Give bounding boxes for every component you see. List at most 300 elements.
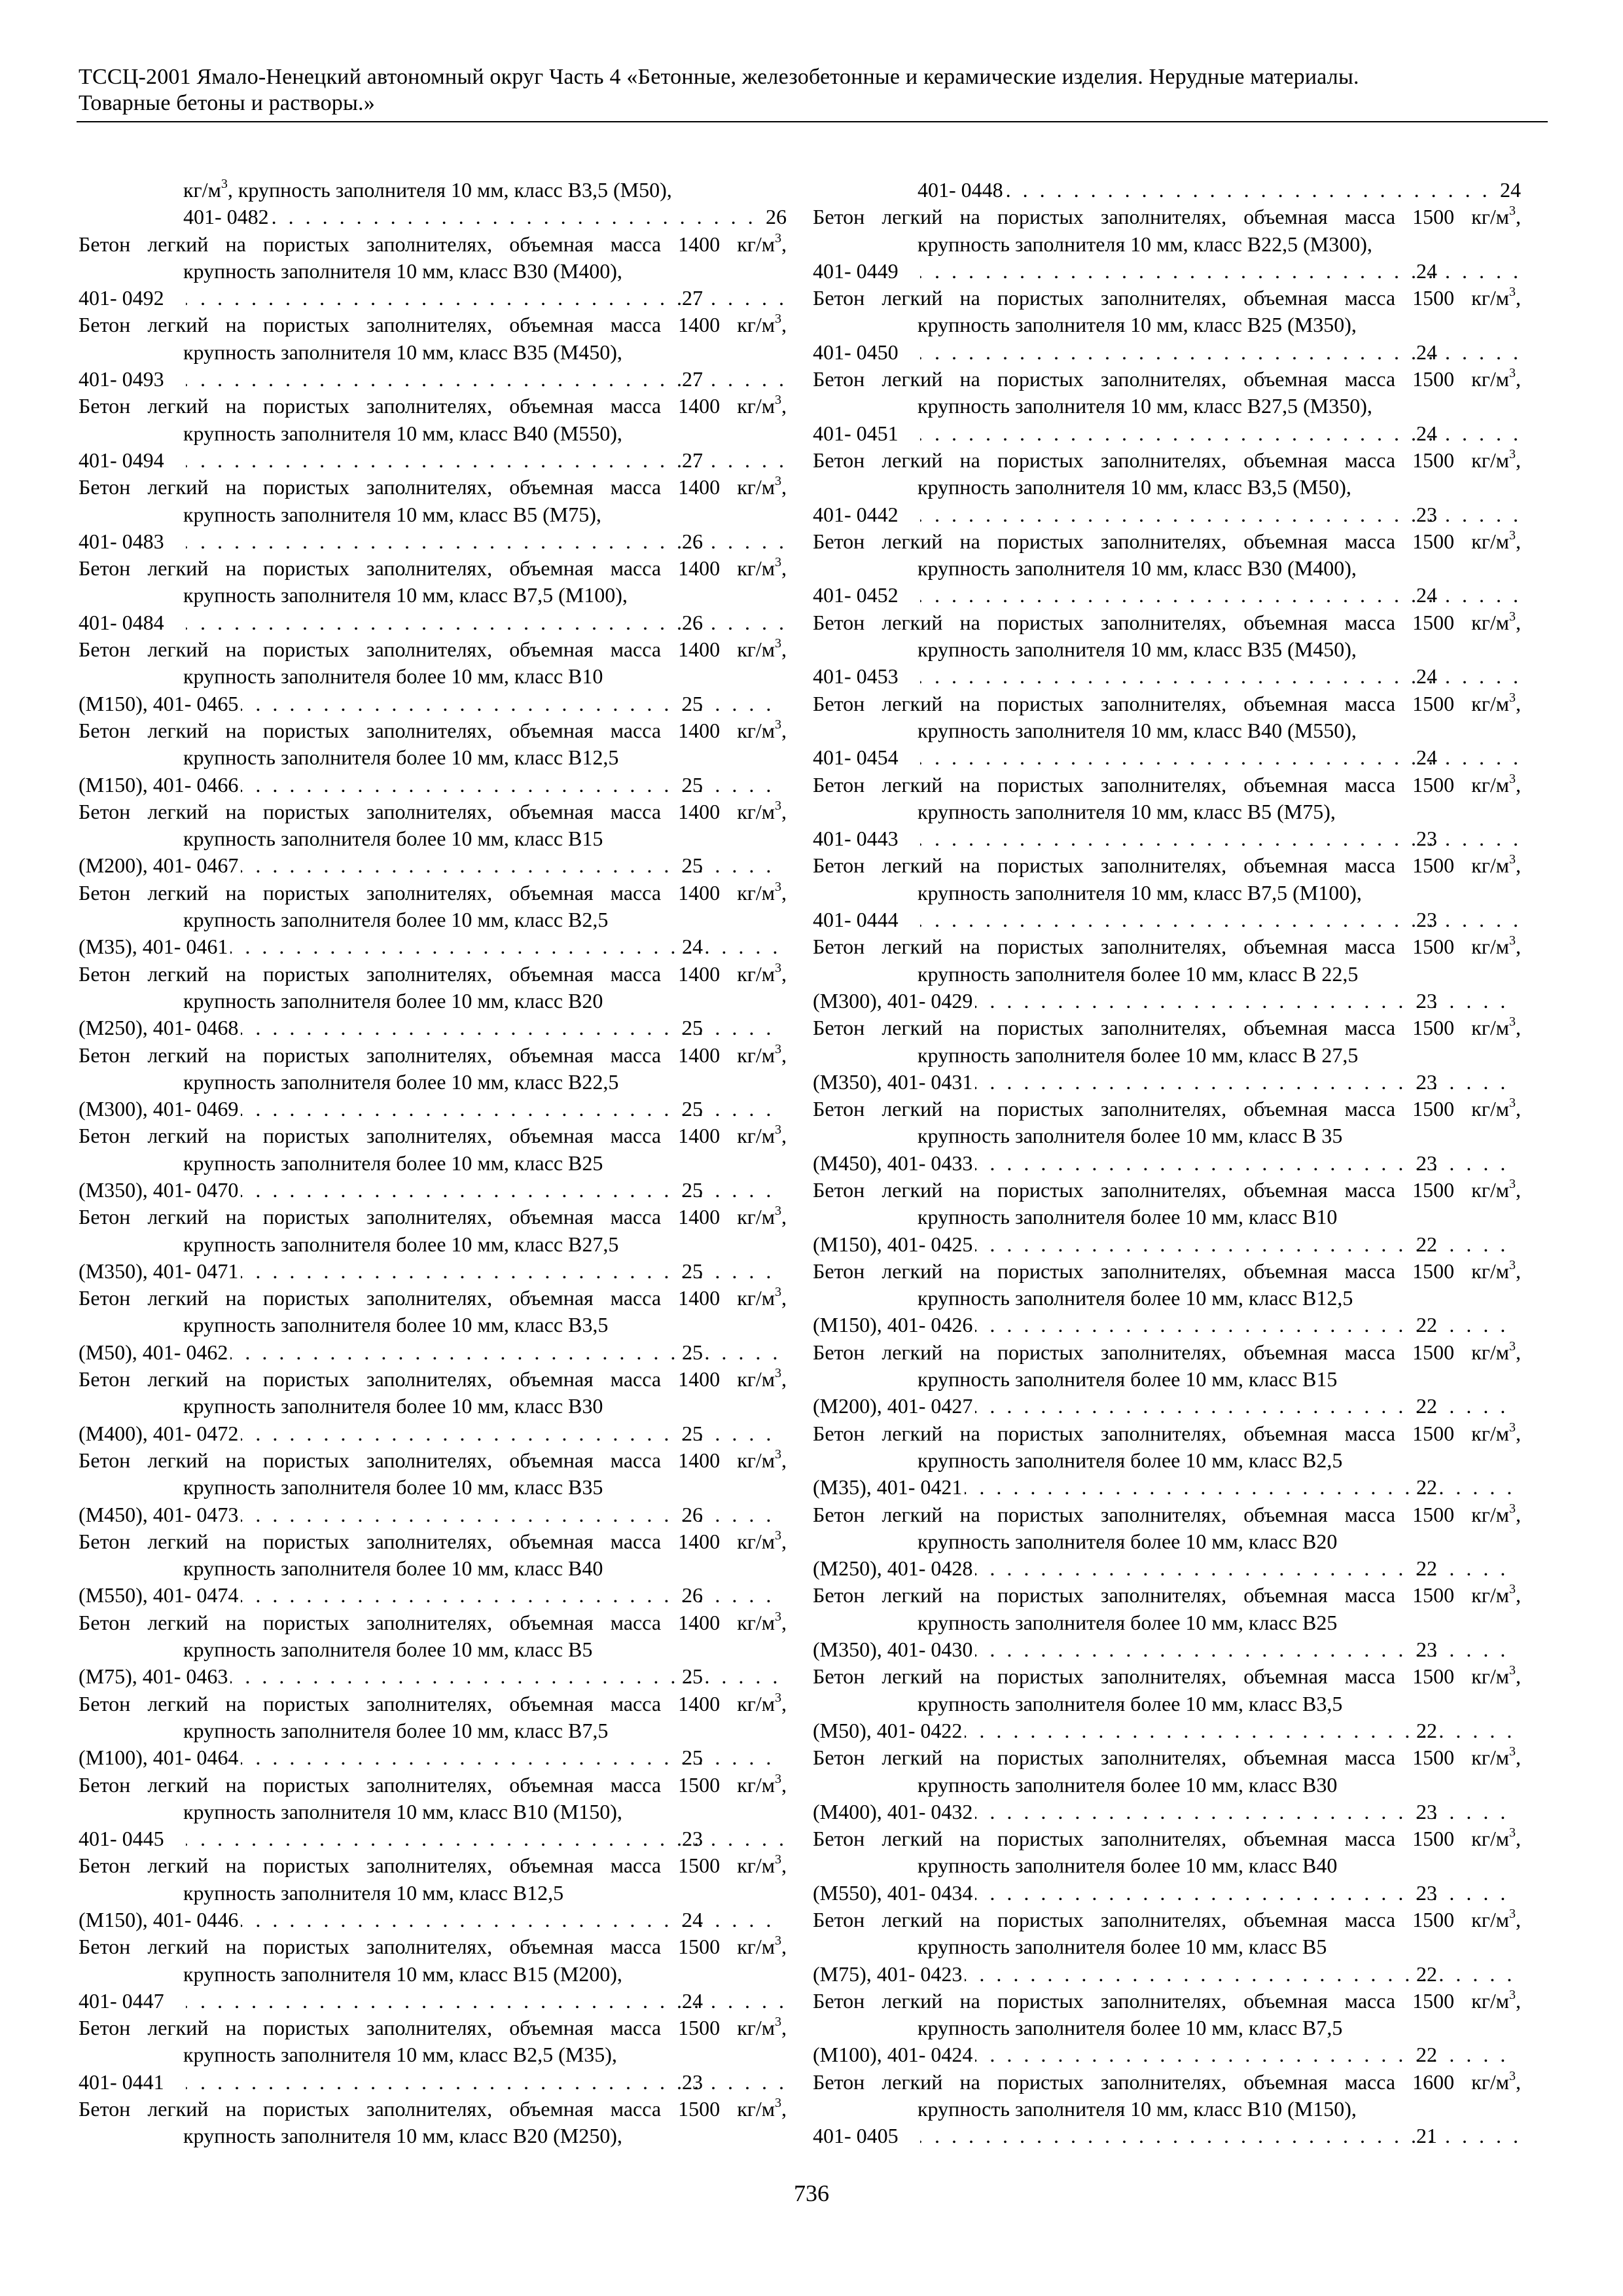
entry-reference: (М150), 401- 0466 . . . 25 [183, 772, 787, 798]
entry-heading: Бетон легкий на пористых заполнителях, объемная масса 1400 [79, 1691, 721, 1715]
entry-reference: 401- 0493 . . . 27 [183, 366, 787, 393]
index-entry [813, 852, 1521, 933]
index-entry [79, 1852, 787, 1933]
entry-spec: , крупность заполнителя 10 мм, класс В10 (М150), [918, 2070, 1522, 2121]
unit-superscript: 3 [775, 1366, 782, 1381]
resource-code: (М350), 401- 0431 [813, 1069, 973, 1094]
unit-label: кг/м [1471, 205, 1510, 229]
unit-label: кг/м [737, 1367, 776, 1391]
entry-spec: , крупность заполнителя 10 мм, класс В3,5 (М50), [918, 448, 1522, 499]
entry-reference: (М50), 401- 0422 . . . 22 [918, 1717, 1521, 1744]
unit-label: кг/м [737, 2097, 776, 2121]
index-entry [813, 1663, 1521, 1744]
resource-code: (М450), 401- 0433 [813, 1151, 973, 1175]
unit-superscript: 3 [1509, 1663, 1516, 1678]
entry-heading: Бетон легкий на пористых заполнителях, объемная масса 1500 [813, 205, 1455, 229]
entry-heading: Бетон легкий на пористых заполнителях, объемная масса 1400 [79, 1448, 721, 1472]
entry-spec: , крупность заполнителя более 10 мм, класс В 27,5 [918, 1016, 1522, 1067]
index-entry [813, 1339, 1521, 1420]
unit-superscript: 3 [1509, 771, 1516, 786]
index-entry [813, 1501, 1521, 1583]
entry-heading: Бетон легкий на пористых заполнителях, объемная масса 1500 [813, 772, 1455, 797]
unit-label: кг/м [737, 2016, 776, 2040]
unit-superscript: 3 [775, 1285, 782, 1300]
unit-label: кг/м [737, 1854, 776, 1878]
entry-reference: (М75), 401- 0463 . . . 25 [183, 1663, 787, 1690]
entry-heading: Бетон легкий на пористых заполнителях, объемная масса 1500 [813, 1016, 1455, 1040]
entry-heading: Бетон легкий на пористых заполнителях, объемная масса 1500 [79, 1772, 721, 1797]
unit-label: кг/м [737, 1205, 776, 1229]
unit-superscript: 3 [775, 2096, 782, 2111]
index-entry [79, 177, 787, 231]
entry-reference: (М100), 401- 0424 . . . 22 [918, 2041, 1521, 2068]
entry-reference: 401- 0492 . . . 27 [183, 285, 787, 312]
entry-reference: (М300), 401- 0469 . . . 25 [183, 1096, 787, 1122]
unit-superscript: 3 [1509, 690, 1516, 705]
unit-label: кг/м [1471, 1746, 1510, 1770]
unit-superscript: 3 [1509, 1825, 1516, 1840]
entry-reference: (М550), 401- 0434 . . . 23 [918, 1880, 1521, 1907]
entry-reference: (М350), 401- 0471 . . . 25 [183, 1258, 787, 1285]
index-entry [79, 2015, 787, 2096]
resource-code: (М450), 401- 0473 [79, 1502, 239, 1526]
entry-reference: 401- 0451 . . . 24 [918, 420, 1521, 447]
unit-superscript: 3 [775, 393, 782, 408]
entry-spec: , крупность заполнителя более 10 мм, класс В7,5 [183, 1691, 787, 1742]
entry-reference: 401- 0452 . . . 24 [918, 582, 1521, 609]
entry-reference: (М150), 401- 0446 . . . 24 [183, 1907, 787, 1933]
unit-label: кг/м [737, 637, 776, 662]
index-entry [813, 1907, 1521, 1988]
entry-spec: , крупность заполнителя более 10 мм, класс В25 [918, 1583, 1522, 1634]
resource-code: 401- 0482 [183, 205, 269, 229]
entry-heading: Бетон легкий на пористых заполнителях, объемная масса 1500 [813, 1421, 1455, 1445]
resource-code: (М550), 401- 0434 [813, 1880, 973, 1905]
index-entry [79, 1933, 787, 2015]
index-entry [79, 555, 787, 636]
entry-reference: 401- 0444 . . . 23 [918, 906, 1521, 933]
unit-superscript: 3 [775, 1609, 782, 1624]
entry-heading: Бетон легкий на пористых заполнителях, объемная масса 1400 [79, 1124, 721, 1148]
unit-label: кг/м [1471, 935, 1510, 959]
entry-reference: (М75), 401- 0423 . . . 22 [918, 1961, 1521, 1988]
entry-heading: Бетон легкий на пористых заполнителях, объемная масса 1500 [813, 1340, 1455, 1364]
resource-code: (М35), 401- 0421 [813, 1475, 963, 1499]
index-entry [79, 1772, 787, 1853]
header-line-1: ТССЦ-2001 Ямало-Ненецкий автономный округ Часть 4 «Бетонные, железобетонные и керамические изделия. Нерудные материалы. [79, 65, 1359, 89]
entry-reference: 401- 0484 . . . 26 [183, 609, 787, 636]
unit-label: кг/м [737, 1124, 776, 1148]
entry-heading: Бетон легкий на пористых заполнителях, объемная масса 1500 [813, 1827, 1455, 1851]
index-entry [813, 177, 1521, 204]
index-entry [79, 474, 787, 555]
entry-spec: , крупность заполнителя более 10 мм, класс В35 [183, 1448, 787, 1499]
index-entry [813, 609, 1521, 691]
unit-label: кг/м [1471, 529, 1510, 553]
index-entry [813, 1258, 1521, 1339]
index-entry [813, 1582, 1521, 1663]
resource-code: (М35), 401- 0461 [79, 935, 228, 959]
entry-spec: , крупность заполнителя 10 мм, класс В35 (М450), [183, 313, 787, 364]
unit-superscript: 3 [1509, 446, 1516, 461]
entry-heading: Бетон легкий на пористых заполнителях, объемная масса 1500 [813, 1097, 1455, 1121]
unit-superscript: 3 [1509, 1176, 1516, 1191]
unit-superscript: 3 [775, 1933, 782, 1948]
unit-label: кг/м [1471, 1097, 1510, 1121]
unit-superscript: 3 [1509, 285, 1516, 300]
entry-reference: 401- 0445 . . . 23 [183, 1825, 787, 1852]
entry-spec: , крупность заполнителя 10 мм, класс В15 (М200), [183, 1935, 787, 1986]
index-column-left [79, 177, 787, 2150]
entry-heading: Бетон легкий на пористых заполнителях, объемная масса 1400 [79, 556, 721, 581]
entry-spec: , крупность заполнителя 10 мм, класс В25 (М350), [918, 286, 1522, 337]
resource-code: (М350), 401- 0471 [79, 1259, 239, 1283]
entry-reference: 401- 0447 . . . 24 [183, 1988, 787, 2015]
unit-superscript: 3 [775, 717, 782, 732]
entry-reference [918, 177, 1521, 204]
header-divider [77, 121, 1548, 122]
unit-superscript: 3 [1509, 852, 1516, 867]
index-entry [813, 528, 1521, 609]
entry-spec: , крупность заполнителя 10 мм, класс В40 (М550), [918, 691, 1522, 742]
entry-heading: Бетон легкий на пористых заполнителях, объемная масса 1400 [79, 313, 721, 337]
index-entry [813, 2069, 1521, 2150]
unit-label: кг/м [737, 880, 776, 905]
index-entry [813, 691, 1521, 772]
entry-reference: (М200), 401- 0427 . . . 22 [918, 1393, 1521, 1420]
unit-label: кг/м [1471, 448, 1510, 472]
resource-code: (М50), 401- 0462 [79, 1340, 228, 1364]
entry-reference: 401- 0443 . . . 23 [918, 825, 1521, 852]
resource-code: (М250), 401- 0468 [79, 1016, 239, 1040]
unit-superscript: 3 [775, 798, 782, 813]
entry-spec: , крупность заполнителя более 10 мм, класс В3,5 [183, 1286, 787, 1337]
entry-spec: , крупность заполнителя 10 мм, класс В2,5 (М35), [183, 2016, 787, 2067]
entry-reference: (М450), 401- 0433 . . . 23 [918, 1150, 1521, 1177]
resource-code: (М150), 401- 0426 [813, 1313, 973, 1337]
entry-reference: (М350), 401- 0470 . . . 25 [183, 1177, 787, 1204]
resource-code: (М350), 401- 0430 [813, 1638, 973, 1662]
entry-spec: , крупность заполнителя более 10 мм, класс В 22,5 [918, 935, 1522, 986]
index-entry [79, 1285, 787, 1366]
unit-superscript: 3 [1509, 528, 1516, 543]
resource-code: (М400), 401- 0472 [79, 1421, 239, 1445]
entry-heading: Бетон легкий на пористых заполнителях, объемная масса 1400 [79, 718, 721, 742]
unit-superscript: 3 [1509, 1014, 1516, 1030]
entry-spec: , крупность заполнителя более 10 мм, класс В25 [183, 1124, 787, 1175]
entry-spec: , крупность заполнителя 10 мм, класс В5 (М75), [183, 475, 787, 526]
unit-superscript: 3 [1509, 609, 1516, 624]
resource-code: (М150), 401- 0446 [79, 1908, 239, 1931]
unit-superscript: 3 [775, 1528, 782, 1543]
unit-superscript: 3 [1509, 366, 1516, 381]
entry-heading: Бетон легкий на пористых заполнителях, объемная масса 1500 [79, 1935, 721, 1959]
entry-reference: 401- 0453 . . . 24 [918, 663, 1521, 690]
resource-code: (М200), 401- 0427 [813, 1394, 973, 1418]
entry-reference: 401- 0483 . . . 26 [183, 528, 787, 555]
unit-label: кг/м [737, 961, 776, 986]
index-entry [813, 933, 1521, 1014]
unit-label: кг/м [737, 1610, 776, 1634]
resource-code: (М200), 401- 0467 [79, 853, 239, 878]
entry-spec: , крупность заполнителя 10 мм, класс В27,5 (М350), [918, 367, 1522, 418]
entry-reference: (М100), 401- 0464 . . . 25 [183, 1744, 787, 1771]
unit-label: кг/м [1471, 1259, 1510, 1283]
index-entry [79, 1204, 787, 1285]
unit-superscript: 3 [775, 1122, 782, 1138]
unit-label: кг/м [737, 1935, 776, 1959]
entry-spec: , крупность заполнителя 10 мм, класс В3,5 (М50), [227, 178, 672, 202]
entry-heading: Бетон легкий на пористых заполнителях, объемная масса 1500 [813, 1664, 1455, 1689]
unit-superscript: 3 [1509, 1420, 1516, 1435]
entry-heading: Бетон легкий на пористых заполнителях, объемная масса 1500 [813, 1908, 1455, 1931]
index-entry [79, 880, 787, 961]
entry-spec: , крупность заполнителя более 10 мм, класс В2,5 [918, 1421, 1522, 1472]
resource-code: (М550), 401- 0474 [79, 1583, 239, 1607]
entry-heading: Бетон легкий на пористых заполнителях, объемная масса 1500 [79, 2097, 721, 2121]
unit-label: кг/м [737, 556, 776, 581]
resource-code: (М300), 401- 0469 [79, 1097, 239, 1121]
entry-heading: Бетон легкий на пористых заполнителях, объемная масса 1400 [79, 1286, 721, 1310]
unit-label: кг/м [1471, 1421, 1510, 1445]
entry-heading: Бетон легкий на пористых заполнителях, объемная масса 1400 [79, 880, 721, 905]
unit-superscript: 3 [775, 636, 782, 651]
unit-superscript: 3 [221, 177, 228, 191]
index-entry [813, 772, 1521, 853]
unit-label: кг/м [737, 313, 776, 337]
unit-superscript: 3 [1509, 1744, 1516, 1759]
entry-spec: , крупность заполнителя 10 мм, класс В7,5 (М100), [918, 853, 1522, 905]
resource-code: (М150), 401- 0466 [79, 772, 239, 797]
entry-reference: (М35), 401- 0421 . . . 22 [918, 1474, 1521, 1501]
entry-heading: Бетон легкий на пористых заполнителях, объемная масса 1400 [79, 475, 721, 499]
resource-code: (М100), 401- 0464 [79, 1746, 239, 1770]
entry-heading: Бетон легкий на пористых заполнителях, объемная масса 1500 [813, 529, 1455, 553]
unit-label: кг/м [737, 1529, 776, 1553]
index-entry [79, 1122, 787, 1204]
index-column-right [813, 177, 1521, 2150]
unit-superscript: 3 [775, 879, 782, 894]
entry-reference: (М250), 401- 0468 . . . 25 [183, 1014, 787, 1041]
entry-heading: Бетон легкий на пористых заполнителях, объемная масса 1400 [79, 961, 721, 986]
page-reference: 24 [1500, 178, 1521, 202]
unit-label: кг/м [1471, 1340, 1510, 1364]
entry-reference: (М400), 401- 0432 . . . 23 [918, 1799, 1521, 1825]
unit-label: кг/м [1471, 1664, 1510, 1689]
unit-superscript: 3 [1509, 1907, 1516, 1921]
unit-superscript: 3 [775, 555, 782, 570]
unit-label: кг/м [737, 232, 776, 256]
index-entry [813, 1744, 1521, 1825]
entry-heading: Бетон легкий на пористых заполнителях, объемная масса 1400 [79, 1205, 721, 1229]
unit-label: кг/м [737, 1772, 776, 1797]
index-entry [79, 1042, 787, 1123]
index-entry [813, 204, 1521, 285]
entry-spec: , крупность заполнителя 10 мм, класс В35 (М450), [918, 610, 1522, 662]
resource-code: (М400), 401- 0432 [813, 1799, 973, 1823]
entry-reference: (М150), 401- 0425 . . . 22 [918, 1231, 1521, 1258]
unit-label: кг/м [183, 178, 221, 202]
entry-heading: Бетон легкий на пористых заполнителях, объемная масса 1500 [813, 853, 1455, 878]
entry-spec: , крупность заполнителя более 10 мм, класс В12,5 [183, 718, 787, 770]
unit-superscript: 3 [775, 474, 782, 489]
entry-spec: , крупность заполнителя 10 мм, класс В20 (М250), [183, 2097, 787, 2148]
unit-superscript: 3 [1509, 933, 1516, 948]
entry-heading: Бетон легкий на пористых заполнителях, объемная масса 1500 [813, 1988, 1455, 2013]
index-entry [813, 1096, 1521, 1177]
entry-heading: Бетон легкий на пористых заполнителях, объемная масса 1500 [79, 2016, 721, 2040]
entry-heading: Бетон легкий на пористых заполнителях, объемная масса 1500 [813, 935, 1455, 959]
unit-label: кг/м [737, 475, 776, 499]
entry-heading: Бетон легкий на пористых заполнителях, объемная масса 1500 [79, 1854, 721, 1878]
entry-spec: , крупность заполнителя более 10 мм, класс В10 [918, 1177, 1522, 1229]
index-entry [79, 636, 787, 717]
unit-superscript: 3 [1509, 1257, 1516, 1272]
index-entry [813, 1988, 1521, 2069]
entry-heading: Бетон легкий на пористых заполнителях, объемная масса 1400 [79, 1043, 721, 1067]
unit-label: кг/м [1471, 772, 1510, 797]
entry-spec: , крупность заполнителя более 10 мм, класс В10 [183, 637, 787, 689]
page-header [79, 64, 1548, 117]
entry-heading: Бетон легкий на пористых заполнителях, объемная масса 1500 [813, 1259, 1455, 1283]
unit-label: кг/м [1471, 1988, 1510, 2013]
entry-spec: , крупность заполнителя более 10 мм, класс В5 [918, 1908, 1522, 1959]
entry-spec: , крупность заполнителя более 10 мм, класс В20 [918, 1502, 1522, 1553]
resource-code: (М75), 401- 0423 [813, 1962, 963, 1986]
unit-superscript: 3 [1509, 1501, 1516, 1516]
entry-reference: (М350), 401- 0431 . . . 23 [918, 1069, 1521, 1096]
unit-superscript: 3 [775, 960, 782, 975]
index-entry [79, 1528, 787, 1609]
entry-heading: Бетон легкий на пористых заполнителях, объемная масса 1400 [79, 232, 721, 256]
page-reference: 26 [766, 205, 787, 229]
entry-reference: (М250), 401- 0428 . . . 22 [918, 1555, 1521, 1582]
index-entry [813, 1177, 1521, 1258]
unit-label: кг/м [1471, 1502, 1510, 1526]
unit-superscript: 3 [775, 312, 782, 327]
entry-heading: Бетон легкий на пористых заполнителях, объемная масса 1400 [79, 799, 721, 823]
entry-heading: Бетон легкий на пористых заполнителях, объемная масса 1600 [813, 2070, 1455, 2094]
index-entry [813, 285, 1521, 366]
index-entry [79, 798, 787, 880]
index-entry [79, 231, 787, 312]
entry-reference: 401- 0454 . . . 24 [918, 744, 1521, 771]
resource-code: (М250), 401- 0428 [813, 1556, 973, 1581]
unit-label: кг/м [737, 394, 776, 418]
entry-reference [183, 204, 787, 230]
entry-reference: (М550), 401- 0474 . . . 26 [183, 1582, 787, 1609]
unit-label: кг/м [737, 1286, 776, 1310]
entry-spec: , крупность заполнителя более 10 мм, класс В5 [183, 1610, 787, 1662]
entry-heading: Бетон легкий на пористых заполнителях, объемная масса 1400 [79, 1610, 721, 1634]
index-entry [79, 312, 787, 393]
entry-reference: 401- 0494 . . . 27 [183, 447, 787, 474]
entry-heading: Бетон легкий на пористых заполнителях, объемная масса 1500 [813, 1746, 1455, 1770]
entry-spec: , крупность заполнителя более 10 мм, класс В22,5 [183, 1043, 787, 1094]
entry-reference: (М450), 401- 0473 . . . 26 [183, 1501, 787, 1528]
entry-heading: Бетон легкий на пористых заполнителях, объемная масса 1500 [813, 1583, 1455, 1607]
unit-superscript: 3 [775, 1852, 782, 1867]
unit-superscript: 3 [1509, 1582, 1516, 1597]
unit-superscript: 3 [1509, 2068, 1516, 2083]
entry-reference: (М200), 401- 0467 . . . 25 [183, 852, 787, 879]
unit-label: кг/м [1471, 1583, 1510, 1607]
resource-code: (М75), 401- 0463 [79, 1664, 228, 1689]
index-entry [79, 1691, 787, 1772]
entry-heading: Бетон легкий на пористых заполнителях, объемная масса 1500 [813, 1177, 1455, 1202]
entry-spec: , крупность заполнителя 10 мм, класс В7,5 (М100), [183, 556, 787, 607]
entry-spec: , крупность заполнителя более 10 мм, класс В3,5 [918, 1664, 1522, 1715]
unit-superscript: 3 [775, 1771, 782, 1786]
index-entry [813, 1825, 1521, 1907]
resource-code: (М350), 401- 0470 [79, 1177, 239, 1202]
entry-reference: (М35), 401- 0461 . . . 24 [183, 933, 787, 960]
entry-reference: (М150), 401- 0465 . . . 25 [183, 691, 787, 717]
entry-reference: 401- 0449 . . . 24 [918, 258, 1521, 285]
entry-spec: , крупность заполнителя более 10 мм, класс В27,5 [183, 1205, 787, 1256]
entry-heading: Бетон легкий на пористых заполнителях, объемная масса 1500 [813, 286, 1455, 310]
dot-leader [272, 204, 763, 230]
unit-superscript: 3 [1509, 1096, 1516, 1111]
entry-heading: Бетон легкий на пористых заполнителях, объемная масса 1400 [79, 394, 721, 418]
entry-spec: , крупность заполнителя более 10 мм, класс В12,5 [918, 1259, 1522, 1310]
entry-spec: , крупность заполнителя 10 мм, класс В22,5 (М300), [918, 205, 1522, 256]
unit-label: кг/м [737, 799, 776, 823]
resource-code: (М150), 401- 0425 [813, 1232, 973, 1256]
index-entry [79, 1366, 787, 1447]
entry-reference: (М400), 401- 0472 . . . 25 [183, 1420, 787, 1447]
entry-spec: , крупность заполнителя 10 мм, класс В40 (М550), [183, 394, 787, 445]
resource-code: (М300), 401- 0429 [813, 988, 973, 1013]
unit-superscript: 3 [775, 1204, 782, 1219]
entry-heading: Бетон легкий на пористых заполнителях, объемная масса 1400 [79, 637, 721, 662]
resource-code: 401- 0448 [918, 178, 1003, 202]
unit-label: кг/м [1471, 1827, 1510, 1851]
index-entry [813, 1014, 1521, 1096]
entry-spec: , крупность заполнителя более 10 мм, класс В40 [183, 1529, 787, 1581]
entry-heading: Бетон легкий на пористых заполнителях, объемная масса 1400 [79, 1529, 721, 1553]
entry-reference: (М150), 401- 0426 . . . 22 [918, 1312, 1521, 1338]
entry-reference: 401- 0405 . . . 21 [918, 2123, 1521, 2149]
entry-spec: , крупность заполнителя 10 мм, класс В12,5 [183, 1854, 787, 1905]
entry-reference: (М50), 401- 0462 . . . 25 [183, 1339, 787, 1366]
index-entry [79, 1447, 787, 1528]
unit-label: кг/м [1471, 853, 1510, 878]
entry-spec: , крупность заполнителя более 10 мм, класс В 35 [918, 1097, 1522, 1148]
entry-spec: , крупность заполнителя более 10 мм, класс В30 [183, 1367, 787, 1418]
unit-superscript: 3 [775, 230, 782, 245]
entry-spec: , крупность заполнителя более 10 мм, класс В20 [183, 961, 787, 1013]
entry-heading: Бетон легкий на пористых заполнителях, объемная масса 1500 [813, 1502, 1455, 1526]
unit-label: кг/м [737, 1448, 776, 1472]
entry-reference: 401- 0442 . . . 23 [918, 501, 1521, 528]
entry-spec: , крупность заполнителя более 10 мм, класс В7,5 [918, 1988, 1522, 2040]
entry-spec: , крупность заполнителя более 10 мм, класс В15 [183, 799, 787, 851]
unit-superscript: 3 [1509, 204, 1516, 219]
unit-label: кг/м [1471, 610, 1510, 634]
index-entry [79, 961, 787, 1042]
page-number: 736 [794, 2180, 829, 2206]
header-line-2: Товарные бетоны и растворы.» [79, 91, 375, 115]
unit-label: кг/м [1471, 2070, 1510, 2094]
index-entry [79, 1609, 787, 1691]
entry-heading: Бетон легкий на пористых заполнителях, объемная масса 1500 [813, 610, 1455, 634]
index-entry [813, 447, 1521, 528]
entry-spec: , крупность заполнителя более 10 мм, класс В40 [918, 1827, 1522, 1878]
entry-reference: 401- 0450 . . . 24 [918, 339, 1521, 366]
index-entry [813, 366, 1521, 447]
entry-heading: Бетон легкий на пористых заполнителях, объемная масса 1500 [813, 691, 1455, 715]
